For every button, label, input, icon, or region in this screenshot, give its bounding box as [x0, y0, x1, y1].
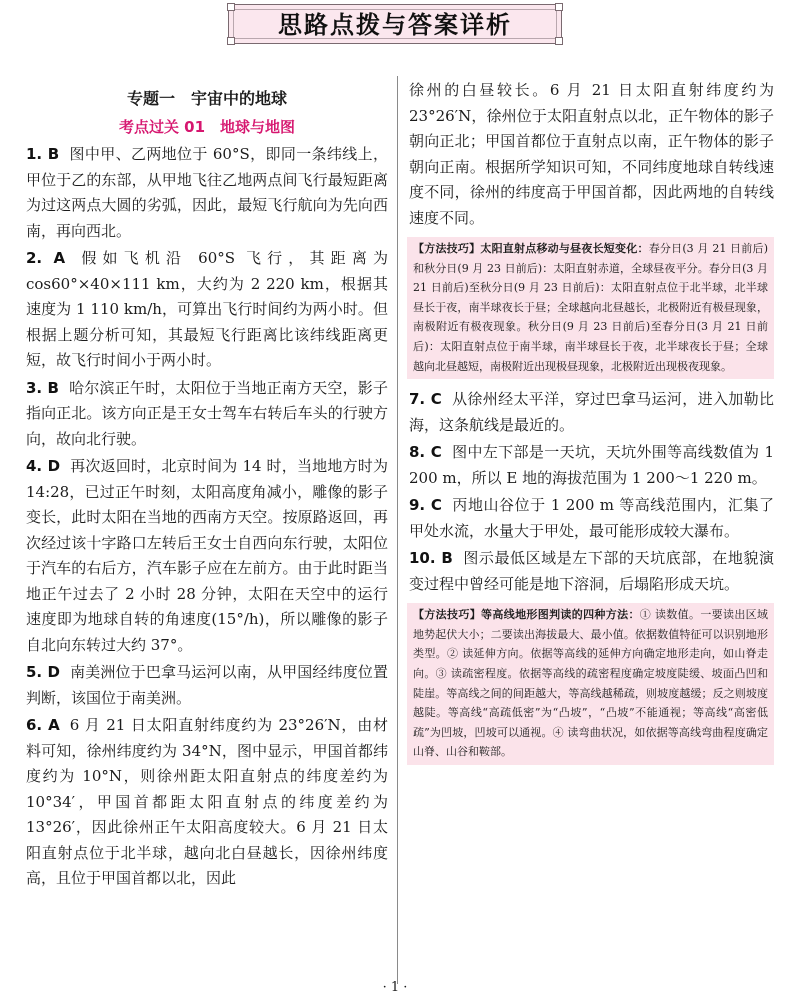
left-column [26, 80, 388, 894]
answer-number: 9. C [409, 496, 442, 515]
answer-number: 7. C [409, 390, 442, 409]
answer-item [26, 660, 388, 711]
header-banner [228, 4, 562, 44]
answer-item [409, 440, 774, 491]
answer-number: 4. D [26, 457, 61, 475]
answer-item [26, 246, 388, 374]
tip-heading: 等高线地形图判读的四种方法： [481, 608, 640, 622]
answer-text: 南美洲位于巴拿马运河以南，从甲国经纬度位置判断，该国位于南美洲。 [26, 663, 388, 707]
tip-label: 【方法技巧】 [413, 608, 482, 622]
banner-frame [228, 4, 562, 44]
answer-text: 哈尔滨正午时，太阳位于当地正南方天空，影子指向正北。该方向正是王女士驾车右转后车头的行驶方向，故向北行驶。 [26, 378, 388, 448]
answer-number: 3. B [26, 378, 59, 397]
answer-item [409, 546, 774, 597]
method-tip-box [407, 237, 774, 379]
tip-heading: 太阳直射点移动与昼夜长短变化： [480, 242, 649, 255]
column-divider [397, 76, 398, 984]
answer-number: 8. C [409, 443, 442, 462]
answer-text: 从徐州经太平洋，穿过巴拿马运河，进入加勒比海，这条航线是最近的。 [409, 390, 774, 434]
tip-text: ① 读数值。一要读出区域地势起伏大小；二要读出海拔最大、最小值。依据数值特征可以识别地形类型。② 读延伸方向。依据等高线的延伸方向确定地形走向，如山脊走向。③ 读疏密程度。依据等高线的疏密程度确定坡度陡缓、坡面凸凹和陡崖。等高线之间的间距越大，等高线越稀疏，则坡度越缓；反之则坡度越陡。等高线“高疏低密”为“凸坡”，“凸坡”不能通视；等高线“高密低疏”为凹坡，凹坡可以通视。④ 读弯曲状况，如依据等高线弯曲程度确定山脊、山谷和鞍部。 [413, 608, 769, 759]
topic-title: 专题一 宇宙中的地球 [126, 89, 287, 108]
answer-item [26, 713, 388, 892]
tip-text: 春分日(3 月 21 日前后)和秋分日(9 月 23 日前后)：太阳直射赤道，全球昼夜平分。春分日(3 月 21 日前后)至秋分日(9 月 23 日前后)：太阳直射点位于北半球，北半球昼长于夜，南半球夜长于昼；全球越向北昼越长，北极附近有极昼现象，南极附近有极夜现象。秋分日(9 月 23 日前后)至春分日(3 月 21 日前后)：太阳直射点位于南半球，南半球昼长于夜，北半球夜长于昼；全球越向北昼越短，南极附近出现极昼现象，北极附近出现极夜现象。 [413, 242, 769, 373]
answer-number: 10. B [409, 549, 453, 568]
banner-corner-ornament [555, 3, 563, 11]
answer-item [26, 376, 388, 453]
answer-number: 2. A [26, 249, 66, 267]
banner-corner-ornament [227, 3, 235, 11]
answer-text: 图中甲、乙两地位于 60°S，即同一条纬线上，甲位于乙的东部，从甲地飞往乙地两点间飞行最短距离为过这两点大圆的劣弧，因此，最短飞行航向为先向西南，再向西北。 [26, 145, 388, 240]
answer-text: 丙地山谷位于 1 200 m 等高线范围内，汇集了甲处水流，水量大于甲处，最可能形成较大瀑布。 [409, 496, 774, 540]
answer-item [26, 454, 388, 658]
answer-text: 再次返回时，北京时间为 14 时，当地地方时为 14:28，已过正午时刻，太阳高度角减小，雕像的影子变长，此时太阳在当地的西南方天空。按原路返回，再次经过该十字路口左转后王女士自西向东行驶，太阳位于汽车的右后方，汽车影子应在左前方。由于此时距当地正午过去了 2 小时 28 分钟，太阳在天空中的运行速度即为地球自转的角速度(15°/h)，所以雕像的影子自北向东转过大约 37°。 [26, 457, 388, 654]
banner-title: 思路点拨与答案详析 [278, 11, 512, 39]
answer-number: 1. B [26, 145, 60, 163]
answer-number: 6. A [26, 716, 60, 734]
answer-number: 5. D [26, 663, 60, 681]
answer-text: 图示最低区域是左下部的天坑底部，在地貌演变过程中曾经可能是地下溶洞，后塌陷形成天坑。 [409, 549, 774, 593]
right-column [409, 78, 774, 773]
tip-label: 【方法技巧】 [413, 242, 481, 255]
method-tip-box [407, 603, 774, 765]
answer-text: 假如飞机沿 60°S 飞行，其距离为 cos60°×40×111 km，大约为 2 220 km，根据其速度为 1 110 km/h，可算出飞行时间约为两小时。但根据上题分析可知，其最短飞行距离比该纬线距离更短，故飞行时间小于两小时。 [26, 249, 389, 369]
section-title: 考点过关 01 地球与地图 [118, 118, 296, 136]
answer-item [409, 493, 774, 544]
answer-item [409, 387, 774, 438]
answer-item [26, 142, 388, 244]
answer-text: 6 月 21 日太阳直射纬度约为 23°26′N，由材料可知，徐州纬度约为 34°N，图中显示，甲国首都纬度约为 10°N，则徐州距太阳直射点的纬度差约为 10°34′，甲国首都距太阳直射点的纬度差约为 13°26′，因此徐州正午太阳高度较大。6 月 21 日太阳直射点位于北半球，越向北白昼越长，因徐州纬度高，且位于甲国首都以北，因此 [26, 716, 388, 887]
answer-text: 图中左下部是一天坑，天坑外围等高线数值为 1 200 m，所以 E 地的海拔范围为 1 200～1 220 m。 [409, 443, 774, 487]
answer-continuation: 徐州的白昼较长。6 月 21 日太阳直射纬度约为 23°26′N，徐州位于太阳直射点以北，正午物体的影子朝向正北；甲国首都位于直射点以南，正午物体的影子朝向正南。根据所学知识可知，不同纬度地球自转线速度不同，徐州的纬度高于甲国首都，因此两地的自转线速度不同。 [409, 81, 774, 227]
page-number: · 1 · [382, 980, 408, 995]
